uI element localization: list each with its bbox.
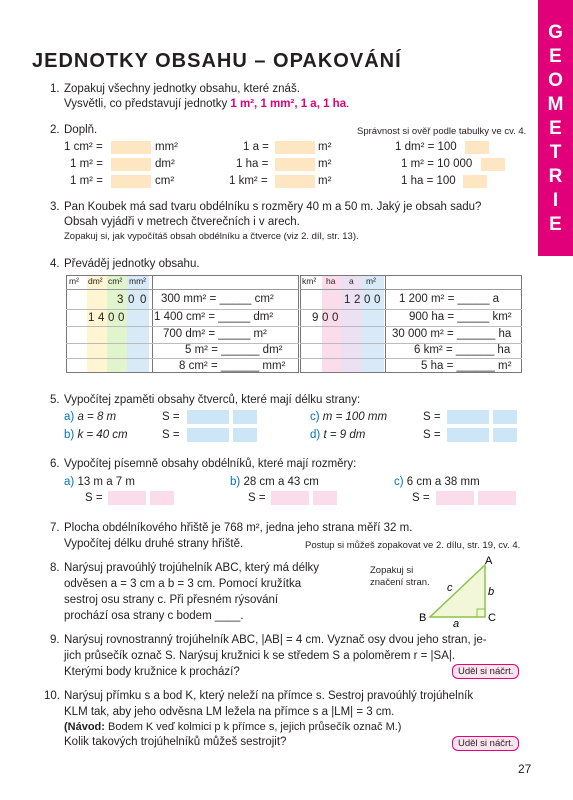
answer-field[interactable] — [436, 491, 474, 505]
hint-badge: Uděl si náčrt. — [452, 664, 519, 679]
task-10-line-4: Kolik takových trojúhelníků můžeš sestrojit? — [64, 736, 287, 748]
side-letter: I — [552, 190, 559, 211]
task-1-line-1: Zopakuj všechny jednotky obsahu, které znáš. — [64, 83, 300, 95]
grid-digit: 0 — [332, 312, 339, 324]
grid-digit: 0 — [128, 294, 135, 306]
grid-digit: 0 — [364, 294, 371, 306]
hint-badge: Uděl si náčrt. — [452, 736, 519, 751]
task-8-line-1: Narýsuj pravoúhlý trojúhelník ABC, který má délky — [64, 562, 320, 574]
task-number: 6. — [50, 458, 60, 470]
grid-digit: 4 — [98, 312, 105, 324]
answer-field[interactable] — [493, 428, 517, 442]
column-header: a — [349, 276, 354, 286]
side-letter: T — [549, 142, 562, 163]
answer-field[interactable] — [478, 491, 516, 505]
unit-label: m² — [318, 175, 332, 187]
task-10-line-3: (Návod: Bodem K veď kolmici p k přímce s, jejich průsečík označ M.) — [64, 721, 402, 733]
column-header: ha — [326, 276, 336, 286]
conversion-left: 5 m² = ______ dm² — [185, 344, 283, 356]
grid-digit: 2 — [354, 294, 361, 306]
answer-field[interactable] — [465, 141, 489, 154]
side-b-label: b — [488, 586, 495, 598]
task-4-head: Převáděj jednotky obsahu. — [64, 258, 200, 270]
side-letter: O — [548, 70, 563, 91]
conversion-right: 900 ha = _____ km² — [409, 311, 512, 323]
task-2-head: Doplň. — [64, 124, 98, 136]
answer-field[interactable] — [481, 158, 505, 171]
s-label: S = — [162, 411, 180, 423]
equation-label: 1 dm² = 100 — [395, 141, 457, 153]
task-number: 8. — [50, 562, 60, 574]
task-5-item-b: b) k = 40 cm — [64, 429, 128, 441]
column-header: km² — [302, 276, 317, 286]
answer-field[interactable] — [233, 410, 257, 424]
task-number: 7. — [50, 522, 60, 534]
page-number: 27 — [518, 762, 532, 776]
vertex-c-label: C — [488, 612, 496, 624]
grid-digit: 9 — [312, 312, 319, 324]
answer-field[interactable] — [275, 175, 315, 188]
answer-field[interactable] — [447, 428, 489, 442]
conversion-right: 5 ha = ______ m² — [421, 360, 512, 372]
task-number: 1. — [50, 83, 60, 95]
s-label: S = — [85, 492, 103, 504]
side-letter: R — [548, 166, 563, 187]
task-6-item-c: c) 6 cm a 38 mm — [394, 476, 480, 488]
task-7-line-1: Plocha obdélníkového hřiště je 768 m², jedna jeho strana měří 32 m. — [64, 522, 413, 534]
equation-label: 1 m² = 10 000 — [401, 158, 473, 170]
page-title: JEDNOTKY OBSAHU – OPAKOVÁNÍ — [32, 50, 402, 72]
answer-field[interactable] — [275, 158, 315, 171]
vertex-b-label: B — [419, 612, 427, 624]
task-number: 4. — [50, 258, 60, 270]
conversion-right: 30 000 m² = ______ ha — [392, 328, 512, 340]
grid-digit: 3 — [117, 294, 124, 306]
task-8-line-2: odvěsen a = 3 cm a b = 3 cm. Pomocí kružítka — [64, 578, 302, 590]
column-header: m² — [366, 276, 376, 286]
equation-label: 1 ha = — [236, 158, 269, 170]
conversion-left: 8 cm² = ______ mm² — [179, 360, 286, 372]
unit-label: mm² — [155, 141, 178, 153]
equation-label: 1 m² = — [70, 158, 103, 170]
vertex-a-label: A — [485, 555, 493, 567]
grid-digit: 0 — [322, 312, 329, 324]
grid-digit: 0 — [108, 312, 115, 324]
column-header: m² — [69, 276, 79, 286]
column-header: dm² — [88, 276, 103, 286]
task-6-head: Vypočítej písemně obsahy obdélníků, které mají rozměry: — [64, 458, 357, 470]
task-number: 2. — [50, 124, 60, 136]
right-triangle-diagram — [415, 555, 525, 627]
task-8-line-4: prochází osa strany c bodem ____. — [64, 610, 244, 622]
answer-field[interactable] — [313, 491, 337, 505]
task-8-line-3: sestroj osu strany c. Při přesném rýsování — [64, 594, 279, 606]
answer-field[interactable] — [275, 141, 315, 154]
task-number: 3. — [50, 201, 60, 213]
side-letter: M — [547, 94, 564, 115]
task-8-note: Zopakuj si — [370, 565, 414, 576]
side-letter: G — [548, 22, 563, 43]
side-letter: E — [549, 118, 562, 139]
task-5-item-d: d) t = 9 dm — [310, 429, 366, 441]
task-1-line-2: Vysvětli, co představují jednotky 1 m², 1 mm², 1 a, 1 ha. — [64, 98, 350, 110]
grid-digit: 0 — [140, 294, 147, 306]
answer-field[interactable] — [111, 175, 151, 188]
unit-label: dm² — [155, 158, 175, 170]
answer-field[interactable] — [111, 158, 151, 171]
equation-label: 1 km² = — [229, 175, 268, 187]
task-3-line-1: Pan Koubek má sad tvaru obdélníku s rozměry 40 m a 50 m. Jaký je obsah sadu? — [64, 201, 482, 213]
answer-field[interactable] — [271, 491, 309, 505]
conversion-left: 700 dm² = _____ m² — [163, 328, 267, 340]
conversion-left: 1 400 cm² = _____ dm² — [154, 311, 274, 323]
task-number: 9. — [50, 634, 60, 646]
column-header: mm² — [129, 276, 146, 286]
task-5-item-a: a) a = 8 m — [64, 411, 117, 423]
task-10-line-2: KLM tak, aby jeho odvěsna LM ležela na přímce s a |LM| = 3 cm. — [64, 706, 395, 718]
equation-label: 1 ha = 100 — [401, 175, 456, 187]
side-a-label: a — [453, 618, 460, 627]
s-label: S = — [248, 492, 266, 504]
equation-label: 1 a = — [243, 141, 269, 153]
unit-label: cm² — [155, 175, 175, 187]
task-9-line-2: jich průsečík označ S. Narýsuj kružnici k se středem S a poloměrem r = |SA|. — [64, 650, 456, 662]
task-6-item-b: b) 28 cm a 43 cm — [230, 476, 319, 488]
answer-field[interactable] — [233, 428, 257, 442]
equation-label: 1 cm² = — [64, 141, 103, 153]
column-header: cm² — [108, 276, 123, 286]
task-5-item-c: c) m = 100 mm — [310, 411, 388, 423]
task-3-hint: Zopakuj si, jak vypočítáš obsah obdélníku a čtverce (viz 2. díl, str. 13). — [64, 231, 359, 242]
geometrie-side-tab — [538, 0, 573, 256]
answer-field[interactable] — [150, 491, 174, 505]
grid-digit: 0 — [118, 312, 125, 324]
answer-field[interactable] — [447, 410, 489, 424]
side-c-label: c — [447, 582, 453, 594]
task-7-note: Postup si můžeš zopakovat ve 2. dílu, str. 19, cv. 4. — [305, 540, 521, 551]
s-label: S = — [423, 411, 441, 423]
unit-label: m² — [318, 158, 332, 170]
side-letter: E — [549, 46, 562, 67]
grid-digit: 0 — [374, 294, 381, 306]
equation-label: 1 m² = — [70, 175, 103, 187]
task-5-head: Vypočítej zpaměti obsahy čtverců, které mají délku strany: — [64, 394, 361, 406]
unit-label: m² — [318, 141, 332, 153]
conversion-right: 1 200 m² = _____ a — [399, 293, 500, 305]
task-9-line-1: Narýsuj rovnostranný trojúhelník ABC, |AB| = 4 cm. Vyznač osy dvou jeho stran, je- — [64, 634, 487, 646]
answer-field[interactable] — [111, 141, 151, 154]
task-2-note: Správnost si ověř podle tabulky ve cv. 4. — [357, 126, 527, 137]
conversion-right: 6 km² = ______ ha — [414, 344, 511, 356]
answer-field[interactable] — [493, 410, 517, 424]
task-number: 10. — [44, 690, 60, 702]
answer-field[interactable] — [187, 410, 229, 424]
task-10-line-1: Narýsuj přímku s a bod K, který neleží na přímce s. Sestroj pravoúhlý trojúhelník — [64, 690, 474, 702]
task-7-line-2: Vypočítej délku druhé strany hřiště. — [64, 538, 244, 550]
task-8-note: značení stran. — [370, 577, 430, 588]
task-9-line-3: Kterými body kružnice k prochází? — [64, 666, 240, 678]
s-label: S = — [412, 492, 430, 504]
answer-field[interactable] — [187, 428, 229, 442]
conversion-left: 300 mm² = _____ cm² — [161, 293, 274, 305]
answer-field[interactable] — [463, 175, 487, 188]
s-label: S = — [423, 429, 441, 441]
grid-digit: 1 — [344, 294, 351, 306]
answer-field[interactable] — [108, 491, 146, 505]
task-6-item-a: a) 13 m a 7 m — [64, 476, 135, 488]
side-letter: E — [549, 214, 562, 235]
s-label: S = — [162, 429, 180, 441]
task-number: 5. — [50, 394, 60, 406]
grid-digit: 1 — [88, 312, 95, 324]
task-3-line-2: Obsah vyjádři v metrech čtverečních i v arech. — [64, 216, 300, 228]
